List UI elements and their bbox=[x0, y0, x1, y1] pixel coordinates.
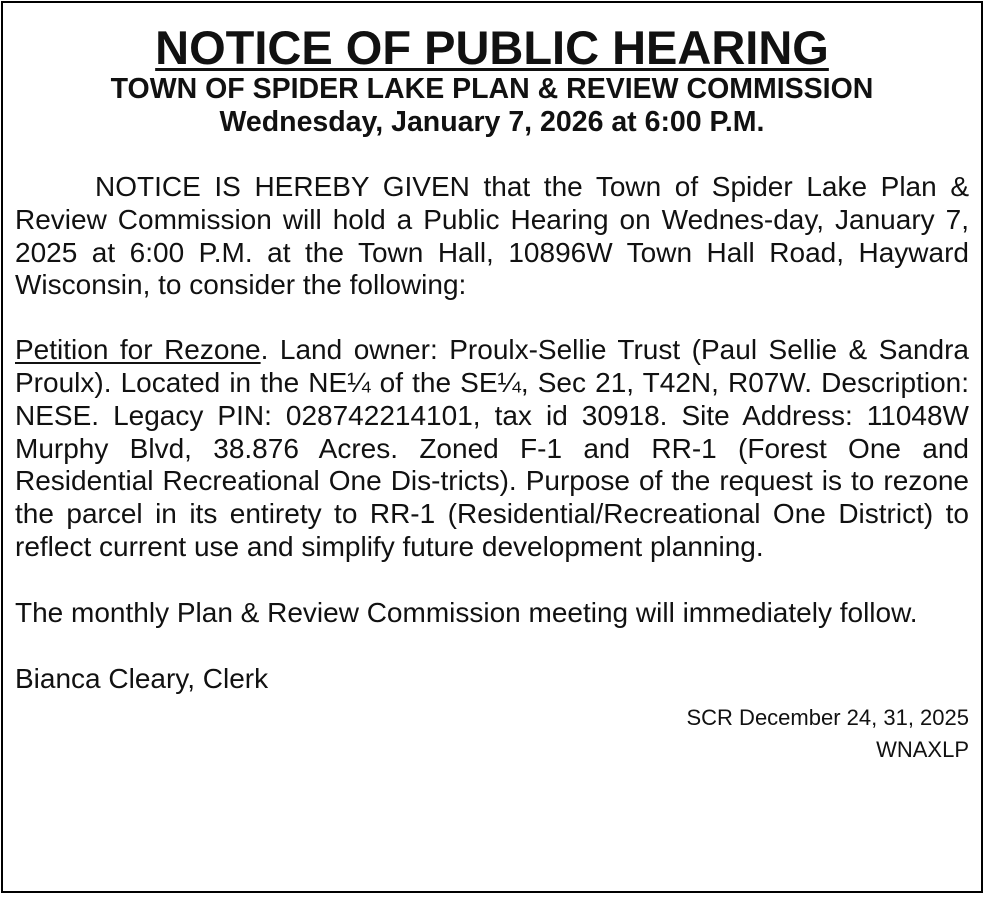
notice-content bbox=[15, 21, 970, 765]
notice-paragraph-meeting: The monthly Plan & Review Commission meeting will immediately follow. bbox=[15, 596, 918, 628]
notice-frame bbox=[1, 1, 983, 893]
notice-paragraph-intro: NOTICE IS HEREBY GIVEN that the Town of Spider Lake Plan & Review Commission will hold a Public Hearing on Wednes-day, January 7, 2025 at 6:00 P.M. at the Town Hall, 10896W Town Hall Road, Hayward Wisconsin, to consider the following: bbox=[15, 171, 969, 301]
petition-heading: Petition for Rezone bbox=[15, 334, 261, 366]
publication-dates: SCR December 24, 31, 2025 bbox=[686, 705, 969, 731]
petition-text: . Land owner: Proulx-Sellie Trust (Paul Sellie & Sandra Proulx). Located in the NE¼ of the SE¼, Sec 21, T42N, R07W. Description: NESE. Legacy PIN: 028742214101, tax id 30918. Site Address: 11048W Murphy Blvd, 38.876 Acres. Zoned F-1 and RR-1 (Forest One and Residential Recreational One Dis-tricts). Purpose of the request is to rezone the parcel in its entirety to RR-1 (Residential/Recreational One District) to reflect current use and simplify future development planning. bbox=[15, 334, 970, 562]
publication-code: WNAXLP bbox=[876, 737, 969, 763]
notice-subtitle: TOWN OF SPIDER LAKE PLAN & REVIEW COMMISSION bbox=[110, 73, 874, 105]
clerk-signature: Bianca Cleary, Clerk bbox=[15, 662, 269, 694]
notice-title: NOTICE OF PUBLIC HEARING bbox=[155, 21, 829, 74]
hearing-dateline: Wednesday, January 7, 2026 at 6:00 P.M. bbox=[219, 106, 765, 138]
notice-paragraph-petition bbox=[15, 334, 969, 564]
